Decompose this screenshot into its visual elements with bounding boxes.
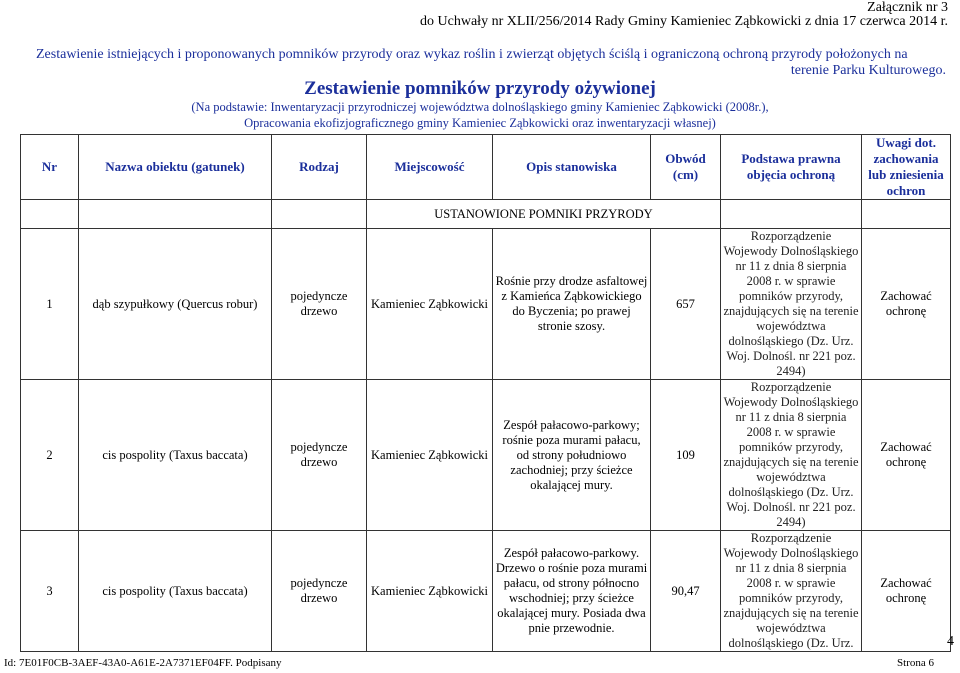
row-nr: 2 <box>21 380 79 531</box>
row-place: Kamieniec Ząbkowicki <box>367 531 493 652</box>
intro-line-1: Zestawienie istniejących i proponowanych pomników przyrody oraz wykaz roślin i zwierząt objętych ściślą i ograniczoną ochroną przyrody położonych na <box>36 47 908 62</box>
col-legal: Podstawa prawna objęcia ochroną <box>721 135 862 200</box>
source-line-1: (Na podstawie: Inwentaryzacji przyrodniczej województwa dolnośląskiego gminy Kamieniec Ząbkowicki (2008r.), <box>191 100 769 114</box>
row-name: cis pospolity (Taxus baccata) <box>79 380 272 531</box>
col-type: Rodzaj <box>272 135 367 200</box>
col-name: Nazwa obiektu (gatunek) <box>79 135 272 200</box>
col-desc: Opis stanowiska <box>493 135 651 200</box>
row-type: pojedyncze drzewo <box>272 229 367 380</box>
row-desc: Rośnie przy drodze asfaltowej z Kamieńca Ząbkowickiego do Byczenia; po prawej stronie szosy. <box>493 229 651 380</box>
table-row <box>21 531 951 652</box>
row-circ: 109 <box>651 380 721 531</box>
row-name: cis pospolity (Taxus baccata) <box>79 531 272 652</box>
row-type: pojedyncze drzewo <box>272 380 367 531</box>
row-type: pojedyncze drzewo <box>272 531 367 652</box>
col-notes: Uwagi dot. zachowania lub zniesienia ochron <box>862 135 951 200</box>
annex-label: Załącznik nr 3 <box>867 0 948 15</box>
source-line-2: Opracowania ekofizjograficznego gminy Kamieniec Ząbkowicki oraz inwentaryzacji własnej) <box>244 116 716 130</box>
row-notes: Zachować ochronę <box>862 229 951 380</box>
row-legal: Rozporządzenie Wojewody Dolnośląskiego nr 11 z dnia 8 sierpnia 2008 r. w sprawie pomników przyrody, znajdujących się na terenie województwa dolnośląskiego (Dz. Urz. Woj. Dolnośl. nr 221 poz. 2494) <box>721 380 862 531</box>
monuments-table <box>20 134 951 652</box>
row-legal: Rozporządzenie Wojewody Dolnośląskiego nr 11 z dnia 8 sierpnia 2008 r. w sprawie pomników przyrody, znajdujących się na terenie województwa dolnośląskiego (Dz. Urz. <box>721 531 862 652</box>
row-name: dąb szypułkowy (Quercus robur) <box>79 229 272 380</box>
row-place: Kamieniec Ząbkowicki <box>367 229 493 380</box>
col-circ: Obwód (cm) <box>651 135 721 200</box>
table-row <box>21 229 951 380</box>
resolution-line: do Uchwały nr XLII/256/2014 Rady Gminy Kamieniec Ząbkowicki z dnia 17 czerwca 2014 r. <box>420 14 948 29</box>
row-circ: 657 <box>651 229 721 380</box>
row-notes: Zachować ochronę <box>862 531 951 652</box>
col-nr: Nr <box>21 135 79 200</box>
row-nr: 1 <box>21 229 79 380</box>
row-notes: Zachować ochronę <box>862 380 951 531</box>
row-nr: 3 <box>21 531 79 652</box>
intro-line-2: terenie Parku Kulturowego. <box>790 63 946 78</box>
row-legal: Rozporządzenie Wojewody Dolnośląskiego nr 11 z dnia 8 sierpnia 2008 r. w sprawie pomników przyrody, znajdujących się na terenie województwa dolnośląskiego (Dz. Urz. Woj. Dolnośl. nr 221 poz. 2494) <box>721 229 862 380</box>
row-circ: 90,47 <box>651 531 721 652</box>
col-place: Miejscowość <box>367 135 493 200</box>
row-desc: Zespół pałacowo-parkowy; rośnie poza murami pałacu, od strony południowo zachodniej; przy ścieżce okalającej mury. <box>493 380 651 531</box>
table-row <box>21 380 951 531</box>
section-title: USTANOWIONE POMNIKI PRZYRODY <box>367 200 721 229</box>
page-number: 4 <box>947 634 954 649</box>
row-desc: Zespół pałacowo-parkowy. Drzewo o rośnie poza murami pałacu, od strony północno wschodniej; przy ścieżce okalającej mury. Posiada dwa pnie przewodnie. <box>493 531 651 652</box>
row-place: Kamieniec Ząbkowicki <box>367 380 493 531</box>
table-header-row <box>21 135 951 200</box>
footer-id: Id: 7E01F0CB-3AEF-43A0-A61E-2A7371EF04FF. Podpisany <box>4 657 282 669</box>
section-row <box>21 200 951 229</box>
page-title: Zestawienie pomników przyrody ożywionej <box>304 78 656 99</box>
footer-page-label: Strona 6 <box>897 657 934 669</box>
